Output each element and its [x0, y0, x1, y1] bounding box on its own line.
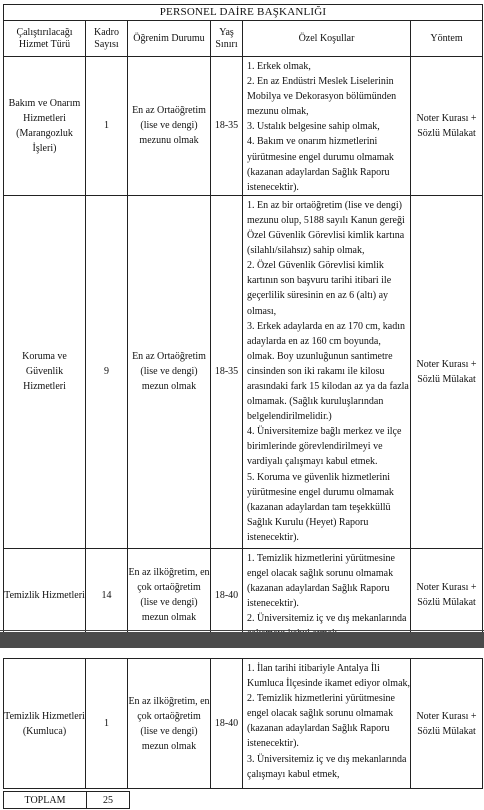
header-service: Çalıştırılacağı Hizmet Türü — [4, 21, 86, 57]
count-cell: 1 — [86, 57, 128, 196]
condition-item: 2. Temizlik hizmetlerini yürütmesine engel olacak sağlık sorunu olmamak (kazanan adaylardan Sağlık Raporu istenecektir). — [247, 693, 395, 750]
service-cell: Temizlik Hizmetleri (Kumluca) — [4, 659, 86, 789]
condition-item: 4. Bakım ve onarım hizmetlerini yürütmesine engel durumu olmamak (kazanan adaylardan Sağlık Raporu istenecektir). — [247, 136, 394, 193]
method-cell: Noter Kurası + Sözlü Mülakat — [411, 659, 483, 789]
method-cell: Noter Kurası + Sözlü Mülakat — [411, 57, 483, 196]
page-divider — [0, 632, 484, 648]
education-cell: En az ilköğretim, en çok ortaöğretim (lise ve dengi) mezun olmak — [128, 659, 211, 789]
education-cell: En az Ortaöğretim (lise ve dengi) mezunu olmak — [128, 57, 211, 196]
condition-item: 3. Erkek adaylarda en az 170 cm, kadın adaylarda en az 160 cm boyunda, olmak. Boy uzunluğunun santimetre cinsinden son iki rakamı ile kilosu arasındaki fark 15 kilodan az ya da fazla olmamak. (Sağlık kuruluşlarından belgelendirilmelidir.) — [247, 320, 409, 423]
age-cell: 18-35 — [211, 195, 243, 548]
condition-item: 2. En az Endüstri Meslek Liselerinin Mobilya ve Dekorasyon bölümünden mezunu olmak, — [247, 76, 397, 118]
total-row — [3, 791, 130, 809]
condition-item: 5. Koruma ve güvenlik hizmetlerini yürütmesine engel durumu olmamak (kazanan adaylardan tam teşekküllü Sağlık Kurulu (Heyet) Raporu istenecektir). — [247, 471, 394, 543]
header-age: Yaş Sınırı — [211, 21, 243, 57]
condition-item: 3. Ustalık belgesine sahip olmak, — [247, 121, 380, 133]
method-cell: Noter Kurası + Sözlü Mülakat — [411, 195, 483, 548]
table-title: PERSONEL DAİRE BAŞKANLIĞI — [4, 5, 483, 21]
table-row — [4, 57, 483, 196]
count-cell: 9 — [86, 195, 128, 548]
education-cell: En az Ortaöğretim (lise ve dengi) mezun olmak — [128, 195, 211, 548]
header-count: Kadro Sayısı — [86, 21, 128, 57]
conditions-cell — [243, 548, 411, 642]
table-row — [4, 548, 483, 642]
total-value: 25 — [87, 792, 130, 809]
condition-item: 1. Erkek olmak, — [247, 61, 311, 72]
condition-item: 2. Özel Güvenlik Görevlisi kimlik kartının son başvuru tarihi itibari ile geçerlilik süresinin en az 6 (altı) ay olması, — [247, 260, 392, 317]
header-education: Öğrenim Durumu — [128, 21, 211, 57]
condition-item: 1. En az bir ortaöğretim (lise ve dengi) mezunu olup, 5188 sayılı Kanun gereği Özel Güvenlik Görevlisi kimlik kartına (silahlı/silahsız) sahip olmak, — [247, 199, 405, 257]
condition-item: 1. İlan tarihi itibariyle Antalya İli Kumluca İlçesinde ikamet ediyor olmak, — [247, 663, 411, 690]
count-cell: 1 — [86, 659, 128, 789]
condition-item: 3. Üniversitemiz iç ve dış mekanlarında çalışmayı kabul etmek, — [247, 753, 407, 780]
total-label: TOPLAM — [4, 792, 87, 809]
header-row — [4, 21, 483, 57]
header-method: Yöntem — [411, 21, 483, 57]
service-cell: Temizlik Hizmetleri — [4, 548, 86, 642]
conditions-cell — [243, 659, 411, 789]
age-cell: 18-40 — [211, 659, 243, 789]
service-cell: Koruma ve Güvenlik Hizmetleri — [4, 195, 86, 548]
method-cell: Noter Kurası + Sözlü Mülakat — [411, 548, 483, 642]
service-cell: Bakım ve Onarım Hizmetleri (Marangozluk İşleri) — [4, 57, 86, 196]
condition-item: 1. Temizlik hizmetlerini yürütmesine engel olacak sağlık sorunu olmamak (kazanan adaylardan Sağlık Raporu istenecektir). — [247, 552, 395, 610]
education-cell: En az ilköğretim, en çok ortaöğretim (lise ve dengi) mezun olmak — [128, 548, 211, 642]
conditions-cell — [243, 195, 411, 548]
age-cell: 18-35 — [211, 57, 243, 196]
personnel-table — [3, 4, 483, 642]
condition-item: 2. Üniversitemiz iç ve dış mekanlarında — [247, 613, 407, 625]
conditions-cell — [243, 57, 411, 196]
personnel-table-continued — [3, 658, 483, 789]
header-conditions: Özel Koşullar — [243, 21, 411, 57]
count-cell: 14 — [86, 548, 128, 642]
table-row — [4, 195, 483, 548]
age-cell: 18-40 — [211, 548, 243, 642]
table-row — [4, 659, 483, 789]
condition-item: 4. Üniversitemize bağlı merkez ve ilçe birimlerinde görevlendirilmeyi ve vardiyalı çalışmayı kabul etmek. — [247, 426, 402, 468]
table-title-row — [4, 5, 483, 21]
